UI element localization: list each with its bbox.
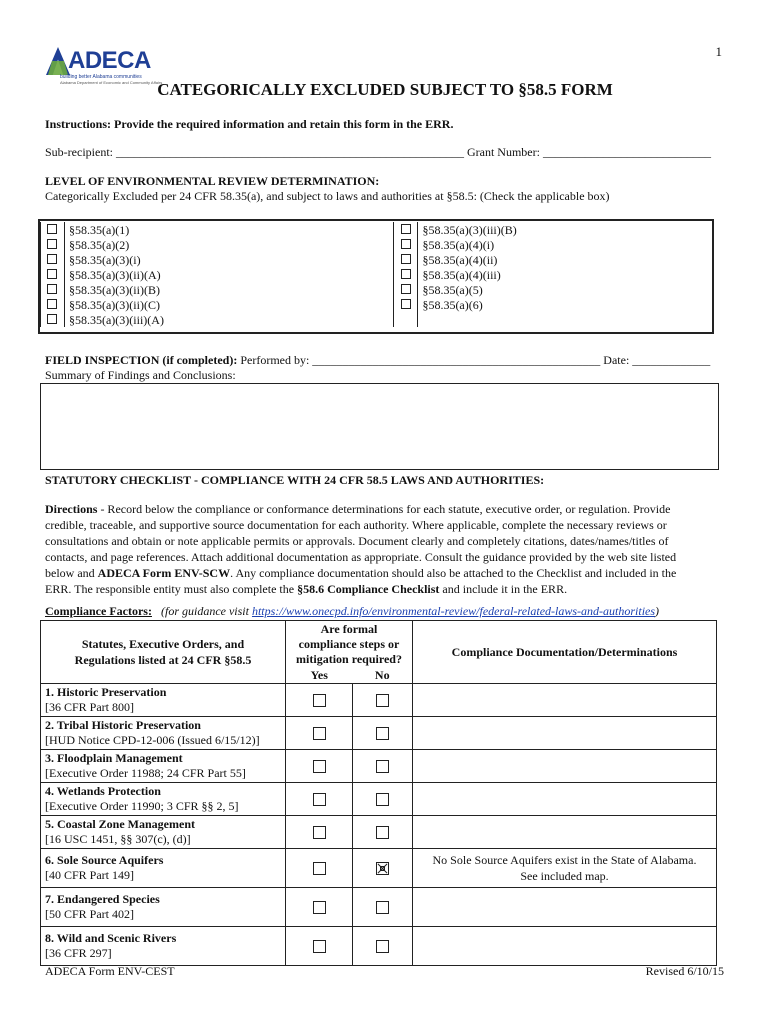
- category-checkbox[interactable]: [47, 284, 57, 294]
- compliance-documentation-cell[interactable]: [413, 816, 717, 849]
- field-inspection-line: [45, 353, 710, 368]
- statute-citation: [40 CFR Part 149]: [45, 868, 135, 882]
- statute-citation: [36 CFR 297]: [45, 946, 112, 960]
- category-checkbox[interactable]: [47, 254, 57, 264]
- category-row: [41, 222, 712, 237]
- statute-title: 6. Sole Source Aquifers: [45, 853, 164, 867]
- statute-title: 3. Floodplain Management: [45, 751, 183, 765]
- page-title: CATEGORICALLY EXCLUDED SUBJECT TO §58.5 FORM: [157, 80, 613, 99]
- statute-cell: [41, 750, 286, 783]
- category-label: §58.35(a)(3)(ii)(C): [64, 297, 393, 312]
- level-heading: LEVEL OF ENVIRONMENTAL REVIEW DETERMINATION:: [45, 174, 380, 188]
- guidance-link[interactable]: https://www.onecpd.info/environmental-review/federal-related-laws-and-authorities: [251, 604, 656, 618]
- statute-cell: [41, 888, 286, 927]
- compliance-checklist-reference: §58.6 Compliance Checklist: [297, 582, 440, 596]
- category-checkbox[interactable]: [47, 239, 57, 249]
- footer-form-id: ADECA Form ENV-CEST: [45, 964, 175, 978]
- category-label: §58.35(a)(3)(ii)(A): [64, 267, 393, 282]
- yes-checkbox[interactable]: [313, 727, 326, 740]
- no-checkbox[interactable]: [376, 940, 389, 953]
- category-label: §58.35(a)(1): [64, 222, 393, 237]
- compliance-documentation-cell[interactable]: [413, 684, 717, 717]
- category-checklist: [40, 222, 712, 327]
- category-label: §58.35(a)(6): [422, 297, 483, 312]
- compliance-row: [41, 927, 717, 966]
- category-label: §58.35(a)(3)(ii)(B): [64, 282, 393, 297]
- col-yes-header: Yes: [286, 668, 353, 684]
- compliance-documentation-cell[interactable]: [413, 888, 717, 927]
- statute-citation: [Executive Order 11988; 24 CFR Part 55]: [45, 766, 246, 780]
- logo-name: ADECA: [68, 47, 151, 74]
- statute-citation: [HUD Notice CPD-12-006 (Issued 6/15/12)]: [45, 733, 260, 747]
- compliance-row: [41, 717, 717, 750]
- compliance-documentation-cell[interactable]: No Sole Source Aquifers exist in the State of Alabama. See included map.: [413, 849, 717, 888]
- category-row: [41, 282, 712, 297]
- no-checkbox[interactable]: [376, 793, 389, 806]
- category-label: §58.35(a)(3)(i): [64, 252, 393, 267]
- statute-cell: [41, 684, 286, 717]
- logo-tagline: building better Alabama communities: [60, 74, 142, 80]
- category-label: §58.35(a)(4)(ii): [422, 252, 498, 267]
- compliance-documentation-cell[interactable]: [413, 927, 717, 966]
- category-row: [41, 252, 712, 267]
- category-checkbox[interactable]: [401, 284, 411, 294]
- yes-checkbox[interactable]: [313, 901, 326, 914]
- page-number: 1: [715, 44, 722, 59]
- category-label: §58.35(a)(2): [64, 237, 393, 252]
- compliance-row: [41, 816, 717, 849]
- category-checkbox[interactable]: [401, 224, 411, 234]
- no-checkbox[interactable]: [376, 826, 389, 839]
- category-checkbox[interactable]: [401, 299, 411, 309]
- statute-citation: [16 USC 1451, §§ 307(c), (d)]: [45, 832, 191, 846]
- performed-by-field[interactable]: Performed by: ________________________________________________ Date: _____________: [240, 353, 711, 367]
- col-statutes-header: Statutes, Executive Orders, and Regulations listed at 24 CFR §58.5: [41, 621, 286, 684]
- col-mitigation-header: Are formal compliance steps or mitigation required?: [286, 621, 413, 669]
- subrecipient-grant-line[interactable]: Sub-recipient: __________________________________________________________ Grant Number: ____________________________: [45, 145, 711, 159]
- form-env-scw-reference: ADECA Form ENV-SCW: [97, 566, 231, 580]
- category-checkbox[interactable]: [401, 239, 411, 249]
- statute-title: 1. Historic Preservation: [45, 685, 167, 699]
- statute-citation: [Executive Order 11990; 3 CFR §§ 2, 5]: [45, 799, 239, 813]
- no-checkbox[interactable]: [376, 862, 389, 875]
- compliance-documentation-cell[interactable]: [413, 717, 717, 750]
- statute-title: 4. Wetlands Protection: [45, 784, 161, 798]
- category-checkbox[interactable]: [401, 254, 411, 264]
- compliance-table: [40, 620, 717, 966]
- statute-cell: [41, 927, 286, 966]
- instructions: Instructions: Provide the required information and retain this form in the ERR.: [45, 117, 454, 131]
- footer-revised-date: Revised 6/10/15: [645, 964, 724, 978]
- category-label: §58.35(a)(5): [422, 282, 483, 297]
- compliance-row: [41, 888, 717, 927]
- compliance-row: [41, 849, 717, 888]
- statutory-heading: STATUTORY CHECKLIST - COMPLIANCE WITH 24 CFR 58.5 LAWS AND AUTHORITIES:: [45, 473, 545, 487]
- statute-title: 7. Endangered Species: [45, 892, 160, 906]
- statute-title: 8. Wild and Scenic Rivers: [45, 931, 177, 945]
- category-label: §58.35(a)(4)(i): [422, 237, 495, 252]
- level-text: Categorically Excluded per 24 CFR 58.35(a), and subject to laws and authorities at §58.5: (Check the applicable box): [45, 189, 610, 203]
- compliance-factors-label: Compliance Factors:: [45, 604, 152, 618]
- yes-checkbox[interactable]: [313, 694, 326, 707]
- no-checkbox[interactable]: [376, 727, 389, 740]
- category-checkbox[interactable]: [47, 224, 57, 234]
- yes-checkbox[interactable]: [313, 760, 326, 773]
- category-label: §58.35(a)(4)(iii): [422, 267, 501, 282]
- statute-cell: [41, 849, 286, 888]
- yes-checkbox[interactable]: [313, 940, 326, 953]
- no-checkbox[interactable]: [376, 760, 389, 773]
- compliance-documentation-cell[interactable]: [413, 750, 717, 783]
- summary-label: Summary of Findings and Conclusions:: [45, 368, 236, 382]
- category-checkbox[interactable]: [401, 269, 411, 279]
- compliance-documentation-cell[interactable]: [413, 783, 717, 816]
- statute-citation: [50 CFR Part 402]: [45, 907, 135, 921]
- statute-cell: [41, 783, 286, 816]
- category-row: [41, 237, 712, 252]
- category-checkbox[interactable]: [47, 314, 57, 324]
- statute-cell: [41, 816, 286, 849]
- directions-text: Directions - Record below the compliance or conformance determinations for each statute, executive order, or regulation. Provide credible, traceable, and supportive source documentation for each authority. Where applicable, complete the necessary reviews or consultations and obtain or note applicable permits or approvals. Document clearly and completely citations, dates/names/titles of contacts, and page references. Attach additional documentation as appropriate. Consult the guidance provided by the web site listed below and ADECA Form ENV-SCW. Any compliance documentation should also be attached to the Checklist and included in the ERR. The responsible entity must also complete the §58.6 Compliance Checklist and include it in the ERR.: [45, 502, 677, 596]
- field-inspection-heading: FIELD INSPECTION (if completed):: [45, 353, 238, 367]
- statute-title: 5. Coastal Zone Management: [45, 817, 195, 831]
- compliance-factors-line: Compliance Factors: (for guidance visit https://www.onecpd.info/environmental-review/federal-related-laws-and-authorities): [45, 604, 660, 618]
- category-row: [41, 297, 712, 312]
- compliance-row: [41, 750, 717, 783]
- category-label: §58.35(a)(3)(iii)(B): [422, 222, 517, 237]
- compliance-row: [41, 783, 717, 816]
- col-no-header: No: [353, 668, 413, 684]
- statute-cell: [41, 717, 286, 750]
- statute-citation: [36 CFR Part 800]: [45, 700, 135, 714]
- category-checkbox[interactable]: [47, 299, 57, 309]
- yes-checkbox[interactable]: [313, 826, 326, 839]
- category-row: [41, 267, 712, 282]
- category-row: [41, 312, 712, 327]
- no-checkbox[interactable]: [376, 901, 389, 914]
- no-checkbox[interactable]: [376, 694, 389, 707]
- summary-findings-box[interactable]: [40, 383, 719, 470]
- statute-title: 2. Tribal Historic Preservation: [45, 718, 201, 732]
- yes-checkbox[interactable]: [313, 862, 326, 875]
- compliance-row: [41, 684, 717, 717]
- col-documentation-header: Compliance Documentation/Determinations: [413, 621, 717, 684]
- category-checkbox[interactable]: [47, 269, 57, 279]
- logo-subtagline: Alabama Department of Economic and Community Affairs: [60, 80, 163, 85]
- category-label: §58.35(a)(3)(iii)(A): [64, 312, 393, 327]
- yes-checkbox[interactable]: [313, 793, 326, 806]
